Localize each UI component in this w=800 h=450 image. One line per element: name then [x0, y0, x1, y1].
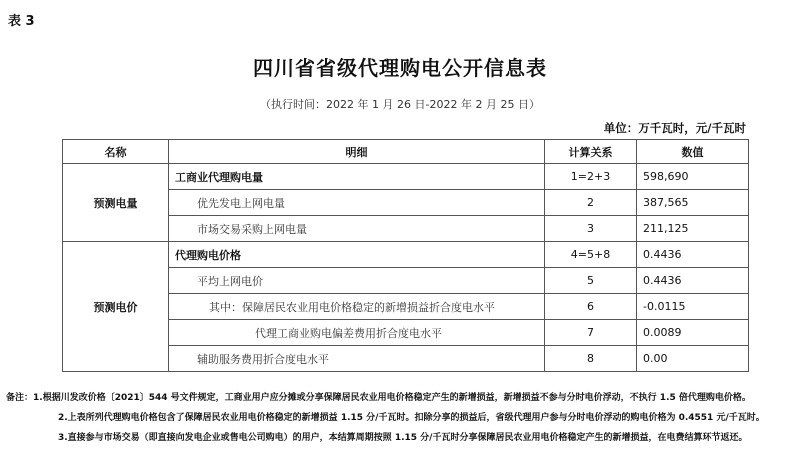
note-item: 3.直接参与市场交易（即直接向发电企业或售电公司购电）的用户，本结算周期按照 1.15 分/千瓦时分享保障居民农业用电价格稳定产生的新增损益，在电费结算环节返还。 [58, 433, 748, 443]
row-calc: 3 [545, 216, 637, 242]
row-detail: 代理工商业购电偏差费用折合度电水平 [169, 320, 545, 346]
unit-label: 单位：万千瓦时，元/千瓦时 [603, 121, 746, 135]
proxy-purchase-info-table [62, 139, 749, 372]
row-value: 0.4436 [637, 242, 749, 268]
table-header-row [63, 140, 749, 164]
row-calc: 7 [545, 320, 637, 346]
category-forecast-price: 预测电价 [63, 242, 169, 372]
table-row [63, 164, 749, 190]
row-calc: 5 [545, 268, 637, 294]
row-calc: 8 [545, 346, 637, 372]
header-value: 数值 [637, 140, 749, 164]
row-value: -0.0115 [637, 294, 749, 320]
row-calc: 1=2+3 [545, 164, 637, 190]
execution-period: （执行时间：2022 年 1 月 26 日-2022 年 2 月 25 日） [260, 98, 540, 111]
header-calc: 计算关系 [545, 140, 637, 164]
row-calc: 6 [545, 294, 637, 320]
row-detail: 优先发电上网电量 [169, 190, 545, 216]
row-calc: 4=5+8 [545, 242, 637, 268]
table-row [63, 242, 749, 268]
row-value: 387,565 [637, 190, 749, 216]
notes-label: 备注： [6, 393, 34, 403]
row-value: 211,125 [637, 216, 749, 242]
row-detail: 辅助服务费用折合度电水平 [169, 346, 545, 372]
row-detail: 其中：保障居民农业用电价格稳定的新增损益折合度电水平 [169, 294, 545, 320]
row-calc: 2 [545, 190, 637, 216]
row-value: 598,690 [637, 164, 749, 190]
row-value: 0.00 [637, 346, 749, 372]
note-item [6, 388, 800, 408]
row-detail: 工商业代理购电量 [169, 164, 545, 190]
header-detail: 明细 [169, 140, 545, 164]
document-title: 四川省省级代理购电公开信息表 [253, 56, 547, 80]
row-detail: 市场交易采购上网电量 [169, 216, 545, 242]
row-detail: 代理购电价格 [169, 242, 545, 268]
header-name: 名称 [63, 140, 169, 164]
row-detail: 平均上网电价 [169, 268, 545, 294]
notes-section [6, 388, 800, 448]
note-item: 2.上表所列代理购电价格包含了保障居民农业用电价格稳定的新增损益 1.15 分/千瓦时。扣除分享的损益后，省级代理用户参与分时电价浮动的购电价格为 0.4551 元/千瓦时。 [58, 413, 765, 423]
row-value: 0.4436 [637, 268, 749, 294]
note-text: 1.根据川发改价格〔2021〕544 号文件规定，工商业用户应分摊或分享保障居民农业用电价格稳定产生的新增损益，新增损益不参与分时电价浮动，不执行 1.5 倍代理购电价格。 [33, 393, 751, 403]
category-forecast-volume: 预测电量 [63, 164, 169, 242]
table-number-label: 表 3 [8, 14, 35, 29]
row-value: 0.0089 [637, 320, 749, 346]
